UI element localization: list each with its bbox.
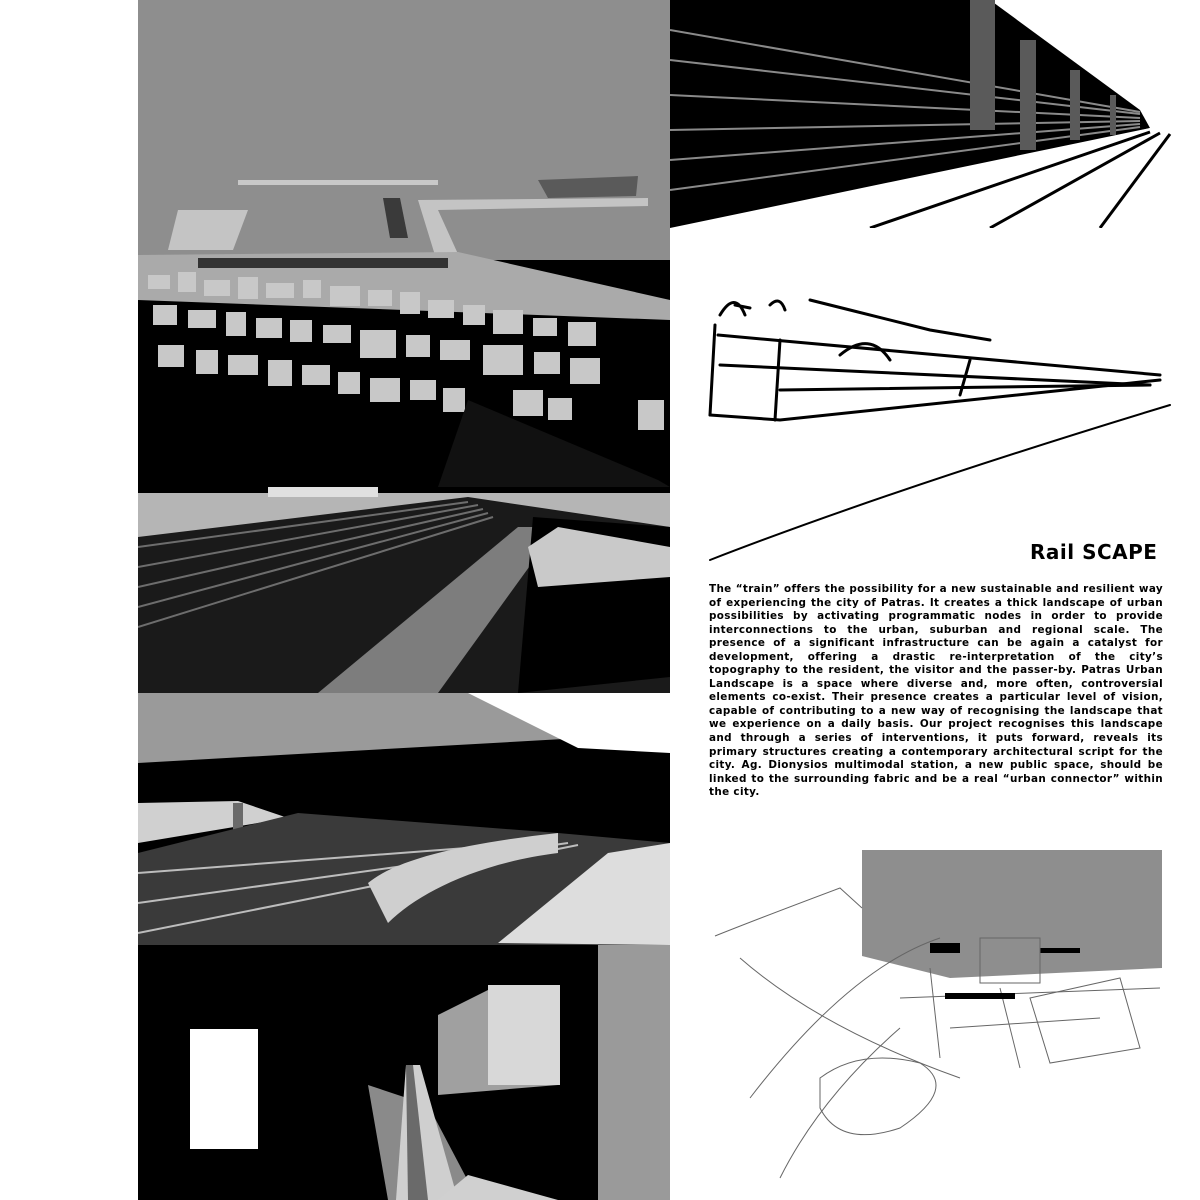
platform-train-render bbox=[138, 693, 670, 945]
project-description: The “train” offers the possibility for a new sustainable and resilient way of experiencing the city of Patras. It creates a thick landscape of urban possibilities by activating programmatic nodes in order to provide interconnections to the urban, suburban and regional scale. The presence of a significant infrastructure can be again a catalyst for development, offering a drastic re-interpretation of the city’s topography to the resident, the visitor and the passer-by. Patras Urban Landscape is a space where diverse and, more often, controversial elements co-exist. Their presence creates a particular level of vision, capable of contributing to a new way of recognising the landscape that we experience on a daily basis. Our project recognises this landscape and through a series of interventions, it puts forward, reveals its primary structures creating a contemporary architectural script for the city. Ag. Dionysios multimodal station, a new public space, should be linked to the surrounding fabric and be a real “urban connector” within the city. bbox=[709, 583, 1163, 799]
street-level-render bbox=[138, 945, 670, 1200]
canopy-perspective-render bbox=[670, 0, 1200, 228]
railway-tracks-render bbox=[138, 487, 670, 693]
site-plan-map bbox=[700, 848, 1170, 1200]
project-title: Rail SCAPE bbox=[1030, 540, 1158, 564]
aerial-city-render bbox=[138, 0, 670, 487]
concept-sketch bbox=[690, 280, 1190, 580]
